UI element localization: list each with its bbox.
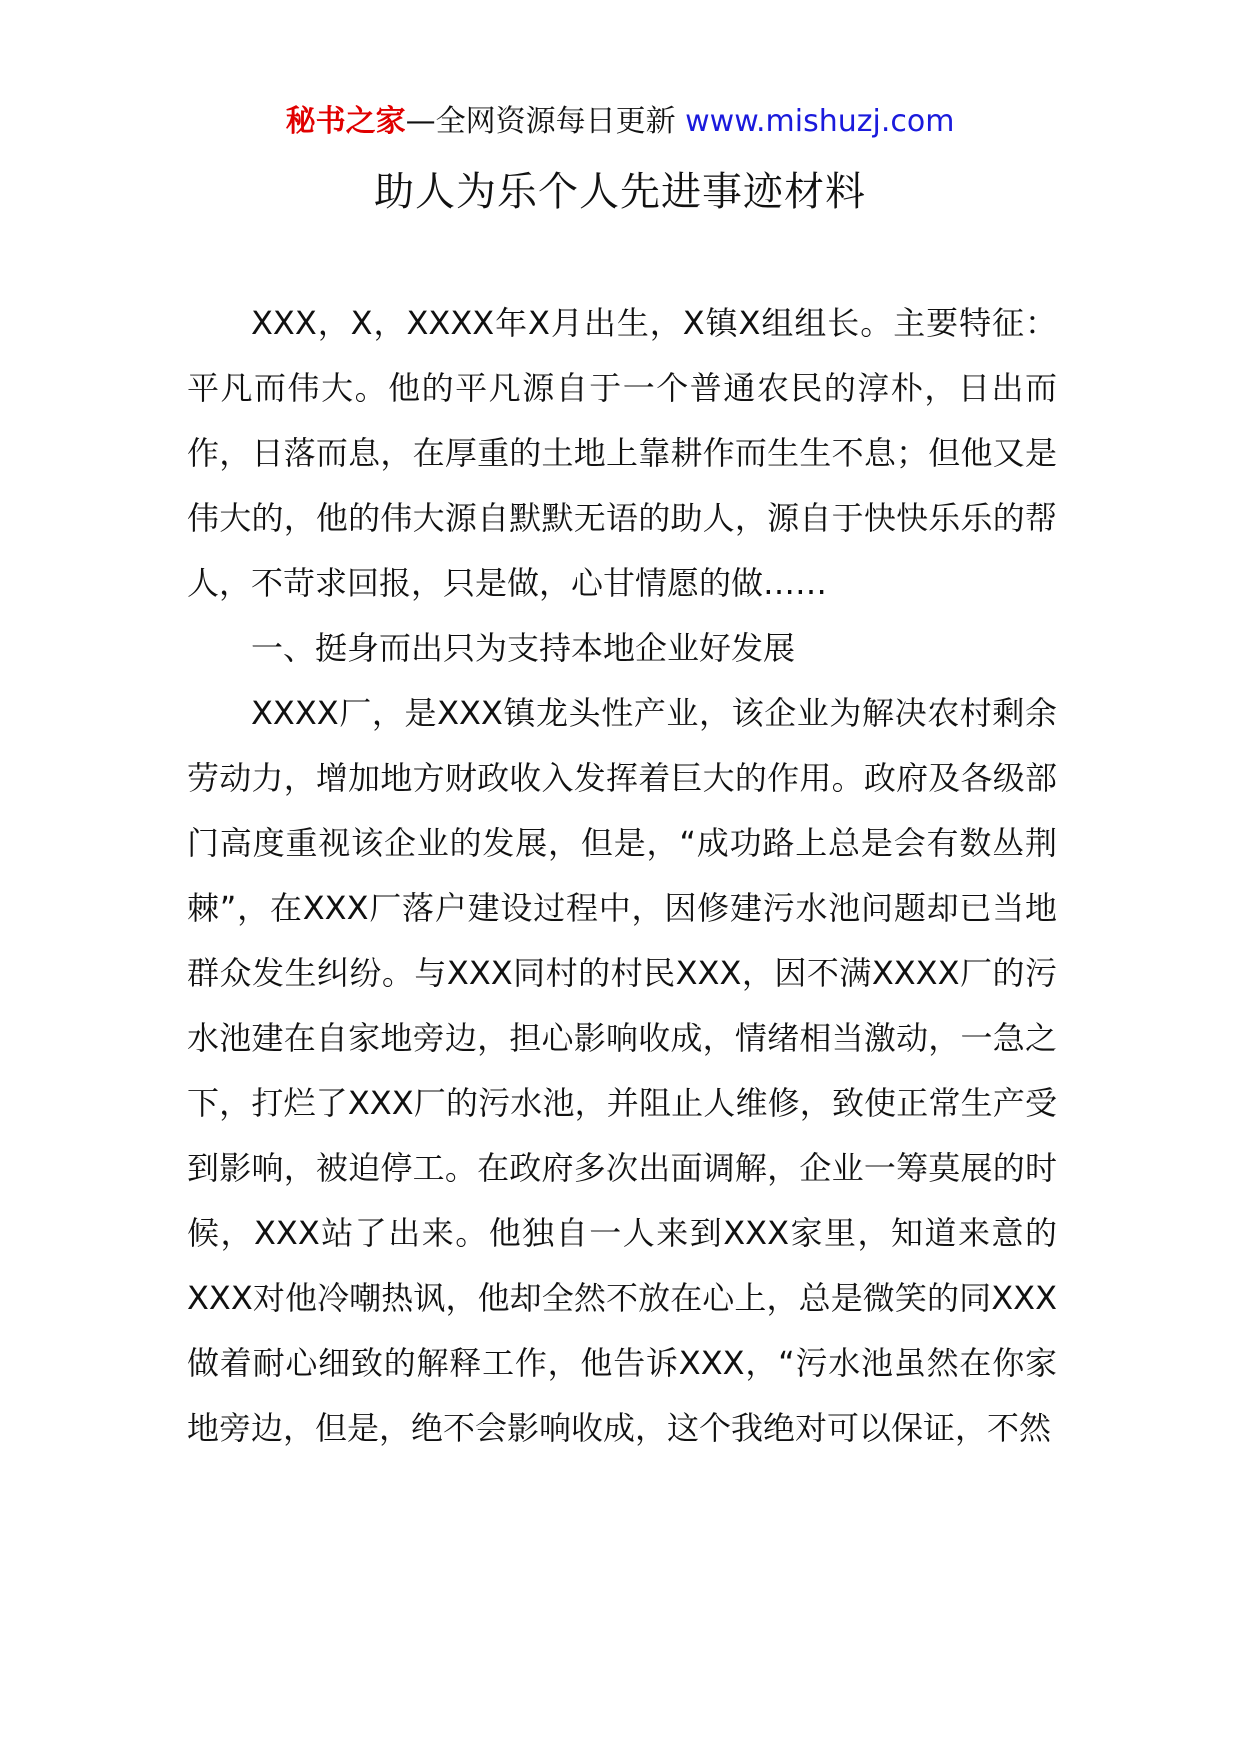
paragraph-intro: XXX，X，XXXX年X月出生，X镇X组组长。主要特征：平凡而伟大。他的平凡源自于一个普通农民的淳朴，日出而作，日落而息，在厚重的土地上靠耕作而生生不息；但他又是伟大的，他的伟大源自默默无语的助人，源自于快快乐乐的帮人，不苛求回报，只是做，心甘情愿的做…… xyxy=(187,304,1057,602)
document-body xyxy=(187,291,1057,1461)
section-heading-1: 一、挺身而出只为支持本地企业好发展 xyxy=(251,629,796,667)
brand-name: 秘书之家 xyxy=(285,104,406,139)
paragraph-section-1: XXXX厂，是XXX镇龙头性产业，该企业为解决农村剩余劳动力，增加地方财政收入发挥着巨大的作用。政府及各级部门高度重视该企业的发展，但是，“成功路上总是会有数丛荆棘”，在XXX厂落户建设过程中，因修建污水池问题却已当地群众发生纠纷。与XXX同村的村民XXX，因不满XXXX厂的污水池建在自家地旁边，担心影响收成，情绪相当激动，一急之下，打烂了XXX厂的污水池，并阻止人维修，致使正常生产受到影响，被迫停工。在政府多次出面调解，企业一筹莫展的时候，XXX站了出来。他独自一人来到XXX家里，知道来意的XXX对他冷嘲热讽，他却全然不放在心上，总是微笑的同XXX做着耐心细致的解释工作，他告诉XXX，“污水池虽然在你家地旁边，但是，绝不会影响收成，这个我绝对可以保证，不然 xyxy=(187,694,1057,1447)
header-slogan: —全网资源每日更新 xyxy=(405,104,686,139)
site-header xyxy=(0,100,1240,144)
site-url-link[interactable]: www.mishuzj.com xyxy=(685,104,955,139)
document-title: 助人为乐个人先进事迹材料 xyxy=(374,169,866,215)
